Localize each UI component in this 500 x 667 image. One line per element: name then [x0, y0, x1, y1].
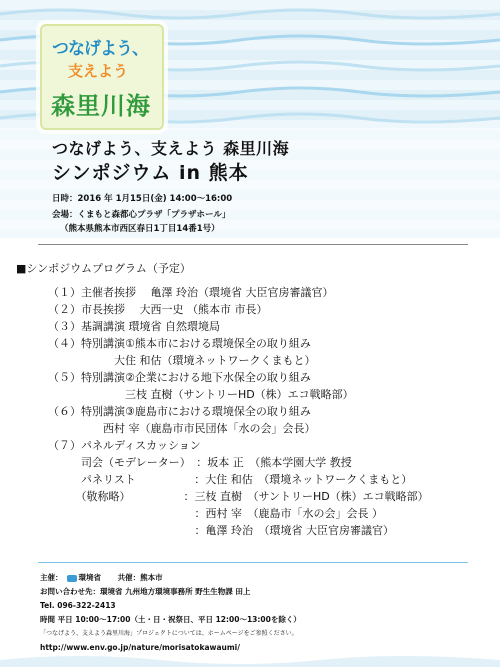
event-title-line2: シンポジウム in 熊本	[52, 162, 249, 184]
program-line: ：亀澤 玲治 （環境省 大臣官房審議官）	[48, 524, 394, 537]
project-logo	[40, 24, 164, 130]
logo-text-line3: 森里川海	[51, 92, 151, 120]
footer-hours: 時間 平日 10:00～17:00（土・日・祝祭日、平日 12:00～13:00を除く）	[40, 615, 301, 624]
program-line: （３）基調講演 環境省 自然環境局	[48, 320, 220, 333]
event-venue: 会場：くまもと森都心プラザ「プラザホール」	[52, 210, 231, 220]
program-line: （５）特別講演②企業における地下水保全の取り組み	[48, 371, 311, 384]
program-line: （２）市長挨拶 大西一史 （熊本市 市長）	[48, 303, 268, 316]
divider-bottom	[38, 562, 468, 563]
program-line: （４）特別講演①熊本市における環境保全の取り組み	[48, 337, 311, 350]
divider-top	[38, 244, 468, 245]
footer-url[interactable]: http://www.env.go.jp/nature/morisatokawaumi/	[40, 643, 240, 652]
program-line: （敬称略） ：三枝 直樹 （サントリーHD（株）エコ戦略部）	[48, 490, 429, 503]
program-line: 大住 和估（環境ネットワークくまもと）	[48, 354, 316, 367]
program-line: ：西村 宰 （鹿島市「水の会」会長 ）	[48, 507, 383, 520]
footer-tel: Tel. 096-322-2413	[40, 601, 116, 610]
cosponsor: 共催：熊本市	[117, 573, 163, 582]
program-line: 西村 宰（鹿島市市民団体「水の会」会長）	[48, 422, 316, 435]
ministry-logo-icon	[67, 575, 77, 582]
footer-contact: お問い合わせ先：環境省 九州地方環境事務所 野生生物課 田上	[40, 587, 251, 596]
footer-note: 「つなげよう、支えよう森里川海」プロジェクトについては、ホームページをご参照ください。	[40, 630, 298, 637]
logo-text-line2: 支えよう	[68, 62, 129, 80]
event-title-line1: つなげよう、支えよう 森里川海	[52, 139, 290, 158]
event-address: （熊本県熊本市西区春日1丁目14番1号）	[60, 224, 220, 234]
logo-text-line1: つなげよう、	[52, 39, 148, 59]
program-heading: ■シンポジウムプログラム（予定）	[16, 262, 191, 275]
program-line: 司会（モデレーター） ：坂本 正 （熊本学園大学 教授	[48, 456, 352, 469]
event-date: 日時：2016 年 1月15日(金) 14:00～16:00	[52, 194, 233, 204]
organizer-label: 主催：	[40, 573, 63, 582]
program-list	[48, 284, 488, 539]
program-line: パネリスト ：大住 和估 （環境ネットワークくまもと）	[48, 473, 413, 486]
program-line: （１）主催者挨拶 亀澤 玲治（環境省 大臣官房審議官）	[48, 286, 334, 299]
bottom-wave-decoration	[0, 612, 500, 667]
program-line: （６）特別講演③鹿島市における環境保全の取り組み	[48, 405, 311, 418]
footer-organizers	[40, 572, 480, 583]
header-banner	[0, 0, 500, 238]
program-line: （７）パネルディスカッション	[48, 439, 201, 452]
program-line: 三枝 直樹（サントリーHD（株）エコ戦略部）	[48, 388, 354, 401]
organizer-name: 環境省	[78, 573, 101, 582]
